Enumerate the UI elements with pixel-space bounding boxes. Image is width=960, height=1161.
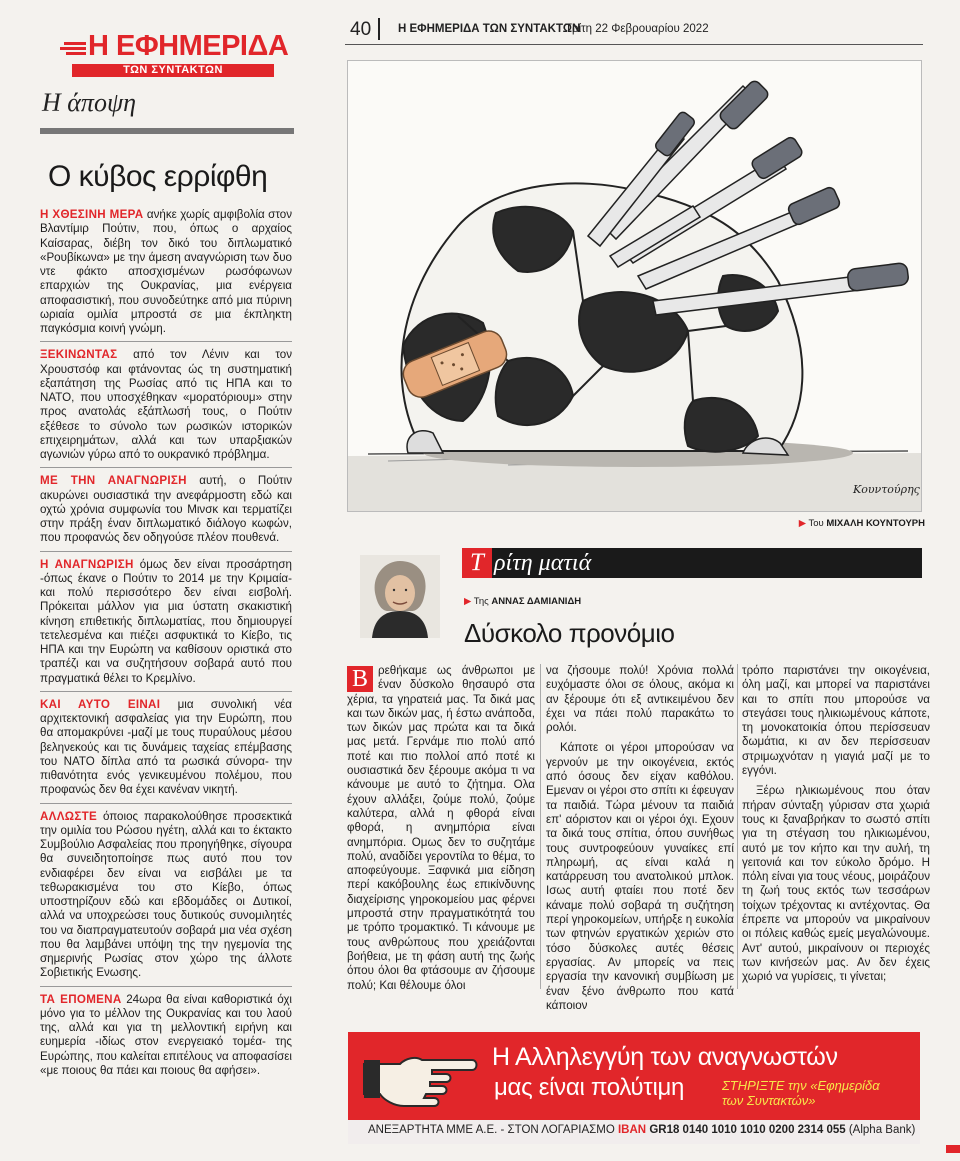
paragraph-lead: ΜΕ ΤΗΝ ΑΝΑΓΝΩΡΙΣΗ <box>40 474 187 488</box>
column-banner-initial: Τ <box>462 548 492 578</box>
column-divider <box>540 664 541 989</box>
paragraph-lead: Η ΑΝΑΓΝΩΡΙΣΗ <box>40 557 134 571</box>
ad-subtitle: μας είναι πολύτιμη <box>494 1074 685 1101</box>
paragraph-divider <box>40 986 292 987</box>
author-photo <box>360 555 440 638</box>
column-paragraph: τρόπο παριστάνει την οικογένεια, όλη μαζί, και μπορεί να παριστάνει και το σπίτι που μπορούσε να στεγάσει τους ηλικιωμένους κάποτε, τη μονοκατοικία όπου περίσσευαν δωμάτια, κι αν δεν περίσσευαν στριμωχνόταν η γιαγιά μαζί με το εγγόνι. <box>742 664 930 778</box>
paragraph-text: μια συνολική νέα αρχιτεκτονική ασφαλείας για την Ευρώπη, που θα απομακρύνει -μαζί με τους πυραύλους μέσου βεληνεκούς και τις δυνάμεις ταχείας επέμβασης του ΝΑΤΟ δίπλα από τα ρωσικά σύνορα- την πιθανότητα ενός γενικευμένου πολέμου, που προφανώς δεν θα έχει κανέναν νικητή. <box>40 697 292 797</box>
column-paragraph: Κάποτε οι γέροι μπορούσαν να γερνούν με την οικογένεια, εκτός από όσους δεν είχαν καθόλου. Εμεναν οι γέροι στο σπίτι κι έφευγαν τα παιδιά. Τώρα μένουν τα παιδιά επ' αόριστον και οι γέροι όχι. Εχουν τα δικά τους σπίτια, όπου συνήθως τους συντροφεύουν γυναίκες επί πληρωμή, ας είναι καλά η κατάρρευση του ανατολικού μπλοκ. Ισως αυτή φταίει που ποτέ δεν κάναμε πολύ σοβαρά τη συζήτηση περί γηροκομείων, υπήρξε η ευκολία των φτηνών εργατικών χεριών στο τόσο δύσκολες αυτές θέσεις εργασίας. Αν μπορείς να πεις εργασία την κανονική συμβίωση με έναν ξένο άνθρωπο που κατά κάποιον <box>546 741 734 1012</box>
byline-prefix: Της <box>473 596 489 607</box>
bank-prefix: ΑΝΕΞΑΡΤΗΤΑ ΜΜΕ Α.Ε. - ΣΤΟΝ ΛΟΓΑΡΙΑΣΜΟ <box>368 1124 615 1136</box>
paragraph-divider <box>40 691 292 692</box>
paragraph-lead: ΑΛΛΩΣΤΕ <box>40 809 98 823</box>
paragraph-text: όμως δεν είναι προσάρτηση -όπως έκανε ο Πούτιν το 2014 με την Κριμαία- και πολύ περισσότερο δεν είναι εισβολή. Πρόκειται μάλλον για μια ύστατη σκακιστική κίνηση επιθετικής διπλωματίας, που δημιουργεί τετελεσμένα και πιέζει ασφυκτικά το Κίεβο, τις ΗΠΑ και την Ευρώπη να καθίσουν οριστικά στο τραπέζι και να συζητήσουν σοβαρά αυτό που πραγματικά θέλει το Κρεμλίνο. <box>40 557 292 685</box>
paragraph-divider <box>40 341 292 342</box>
editorial-paragraph <box>40 348 292 462</box>
paragraph-divider <box>40 803 292 804</box>
paragraph-text: 24ωρα θα είναι καθοριστικά όχι μόνο για το μέλλον της Ουκρανίας και του λαού της, αλλά και για τη μελλοντική ειρήνη και ευημερία -ιδίως στον ενεργειακό τομέα- της Ευρώπης, που καλείται επιτέλους να αποφασίσει «με ποιους θα πάει και ποιους θα αφήσει». <box>40 992 292 1077</box>
column-paragraph: να ζήσουμε πολύ! Χρόνια πολλά ευχόμαστε όλοι σε όλους, ακόμα κι αν ξέρουμε ότι εξ αντικειμένου δεν έχει να πάει πολύ παρακάτω το ρολόι. <box>546 664 734 735</box>
credit-prefix: Του <box>808 518 824 529</box>
editorial-paragraph <box>40 474 292 545</box>
section-rule <box>40 128 294 134</box>
header-divider <box>378 18 380 40</box>
column-banner-title: ρίτη ματιά <box>494 550 592 576</box>
byline-arrow-icon: ▶ <box>464 596 472 607</box>
paragraph-text: από τον Λένιν και τον Χρουστσόφ και φτάνοντας ώς τη συστηματική εξαπάτηση της Ρωσίας από τις ΗΠΑ και το ΝΑΤΟ, που υποσχέθηκαν «μορατόριουμ» στην προς ανατολάς εξάπλωσή τους, ο Πούτιν εξέθεσε το σύνολο των ρωσικών ιστορικών επιχειρημάτων, αλλά και των υπαρξιακών αγωνιών γύρω από το ουκρανικό πρόβλημα. <box>40 348 292 461</box>
paragraph-lead: Η ΧΘΕΣΙΝΗ ΜΕΡΑ <box>40 208 144 221</box>
paragraph-lead: ΞΕΚΙΝΩΝΤΑΣ <box>40 348 118 362</box>
ad-bank-details <box>368 1124 915 1136</box>
editorial-body <box>40 208 292 1138</box>
section-label: Η άποψη <box>42 88 136 117</box>
header-paper-name: Η ΕΦΗΜΕΡΙΔΑ ΤΩΝ ΣΥΝΤΑΚΤΩΝ <box>398 23 581 35</box>
byline-name: ΑΝΝΑΣ ΔΑΜΙΑΝΙΔΗ <box>491 596 582 607</box>
ad-support-name: «Εφημερίδα των Συντακτών» <box>722 1078 880 1108</box>
masthead-subtitle: ΤΩΝ ΣΥΝΤΑΚΤΩΝ <box>72 64 274 77</box>
editorial-paragraph <box>40 993 292 1079</box>
column-paragraph: Ξέρω ηλικιωμένους που όταν πήραν σύνταξη γύρισαν στα χωριά τους κι ξαναβρήκαν το σωστό σπίτι για τη στέγαση του ηλικιωμένου, αυτό με τον κήπο και την αυλή, τη γειτονιά και τον εύκολο δρόμο. Η πόλη είναι για τους νέους, μοιράζουν τη ζωή τους εκτός των τεσσάρων τοίχων τρέχοντας κι αντέχοντας. Θα έπρεπε να μπορούν να μικραίνουν οι πόλεις καθώς εμείς μεγαλώνουμε. Αντ' αυτού, μικραίνουν οι περιοχές των κινήσεών μας. Αν δεν έχεις χωριό να γυρίσεις, τι γίνεται; <box>742 784 930 984</box>
column-byline <box>464 596 581 607</box>
paragraph-divider <box>40 551 292 552</box>
ad-support-text <box>722 1078 892 1108</box>
paragraph-divider <box>40 467 292 468</box>
column-headline: Δύσκολο προνόμιο <box>464 618 675 648</box>
editorial-headline: Ο κύβος ερρίφθη <box>48 160 268 193</box>
masthead-logo[interactable] <box>52 30 292 64</box>
cartoon-signature: Κουντούρης <box>853 483 920 496</box>
header-date: Τρίτη 22 Φεβρουαρίου 2022 <box>565 23 709 35</box>
column-body-3 <box>742 664 930 994</box>
cartoon-credit <box>735 518 925 529</box>
paragraph-lead: ΤΑ ΕΠΟΜΕΝΑ <box>40 992 122 1006</box>
iban-number[interactable]: GR18 0140 1010 1010 0200 2314 055 <box>649 1124 846 1136</box>
editorial-paragraph <box>40 698 292 798</box>
corner-mark <box>946 1145 960 1153</box>
page-number: 40 <box>350 19 372 40</box>
column-divider <box>737 664 738 989</box>
bank-name: (Alpha Bank) <box>848 1124 916 1136</box>
paragraph-lead: ΚΑΙ ΑΥΤΟ ΕΙΝΑΙ <box>40 697 161 711</box>
dropcap: Β <box>347 666 373 692</box>
ad-title: Η Αλληλεγγύη των αναγνωστών <box>492 1043 838 1071</box>
editorial-paragraph <box>40 558 292 686</box>
cartoon-illustration <box>347 60 922 512</box>
paragraph-text: ανήκε χωρίς αμφιβολία στον Βλαντίμιρ Πούτιν, που, όπως ο αρχαίος Καίσαρας, διέβη τον δικό του διπλωματικό «Ρουβίκωνα» με την άμεση αναγνώριση των δυο ντε φάκτο αποσχισμένων ρωσόφωνων επαρχιών της Ουκρανίας, μια ενέργεια αποφασιστική, που συνοδεύτηκε από μια πύρινη ωριαία ομιλία μπροστά σε μια έκπληκτη παγκόσμια κοινή γνώμη. <box>40 208 292 335</box>
masthead-title: Η ΕΦΗΜΕΡΙΔΑ <box>88 30 289 62</box>
column-body-2 <box>546 664 734 1012</box>
editorial-paragraph <box>40 208 292 336</box>
column-body-1 <box>347 664 535 994</box>
credit-arrow-icon: ▶ <box>798 518 807 529</box>
paragraph-text: όποιος παρακολούθησε προσεκτικά την ομιλία του Ρώσου ηγέτη, αλλά και το έκτακτο Συμβούλιο Ασφαλείας που προηγήθηκε, σίγουρα θα συνειδητοποίησε πως αυτό που τον ενδιαφέρει δεν είναι να εισβάλει με τα τεθωρακισμένα του στο Κίεβο, όπως υποστηρίζουν εδώ και εβδομάδες οι Δυτικοί, αλλά να υποχρεώσει τους δυτικούς συνομιλητές του να διαπραγματευτούν σοβαρά μια νέα σχέση που θα λαμβάνει υπόψη της την ηγεμονία της σημερινής Ρωσίας στον χώρο της άλλοτε Σοβιετικής Ενωσης. <box>40 809 292 980</box>
ad-support-prefix: ΣΤΗΡΙΞΤΕ την <box>722 1078 807 1093</box>
iban-label: IBAN <box>617 1124 647 1136</box>
pointing-hand-icon <box>360 1042 480 1112</box>
credit-name: ΜΙΧΑΛΗ ΚΟΥΝΤΟΥΡΗ <box>826 518 925 529</box>
editorial-paragraph <box>40 810 292 981</box>
paragraph-text: αυτή, ο Πούτιν ακυρώνει ουσιαστικά την ανεφάρμοστη εδώ και οχτώ χρόνια συμφωνία του Μινσκ και τερματίζει στην πράξη έναν διπλωματικό διάλογο κωφών, που προφανώς δεν οδηγούσε πλέον πουθενά. <box>40 474 292 545</box>
header-rule <box>345 44 923 45</box>
column-paragraph: ρεθήκαμε ως άνθρωποι με έναν δύσκολο θησαυρό στα χέρια, τα γηρατειά μας. Τα δικά μας και των δικών μας, ή έστω ανάποδα, των δικών μας πρώτα και τα δικά μας μετά. Γερνάμε πιο πολύ από ποτέ και πιο πολλοί από ποτέ κι ουσιαστικά δεν ξέρουμε ακόμα τι να κάνουμε με αυτό το ζήτημα. Ολα έχουν αλλάξει, ζούμε πολύ, ζούμε καλύτερα, αλλά η φθορά είναι φθορά, η ανημπόρια είναι ανημπόρια. Ομως δεν το συζητάμε πολύ, αναδίδει γεροντίλα το θέμα, το αποφεύγουμε. Ξαφνικά μια είδηση περί κακόβουλης έως επικίνδυνης διαχείρισης γηροκομείου μας φέρνει μπροστά στην πραγματικότητά του με τρόπο τρομακτικό. Τι κάνουμε με τους ανθρώπους που χρειάζονται βοήθεια, με τη φάση αυτή της ζωής όπου όλοι θα φτάσουμε αν ζήσουμε πολύ; Και θέλουμε όλοι <box>347 664 535 992</box>
